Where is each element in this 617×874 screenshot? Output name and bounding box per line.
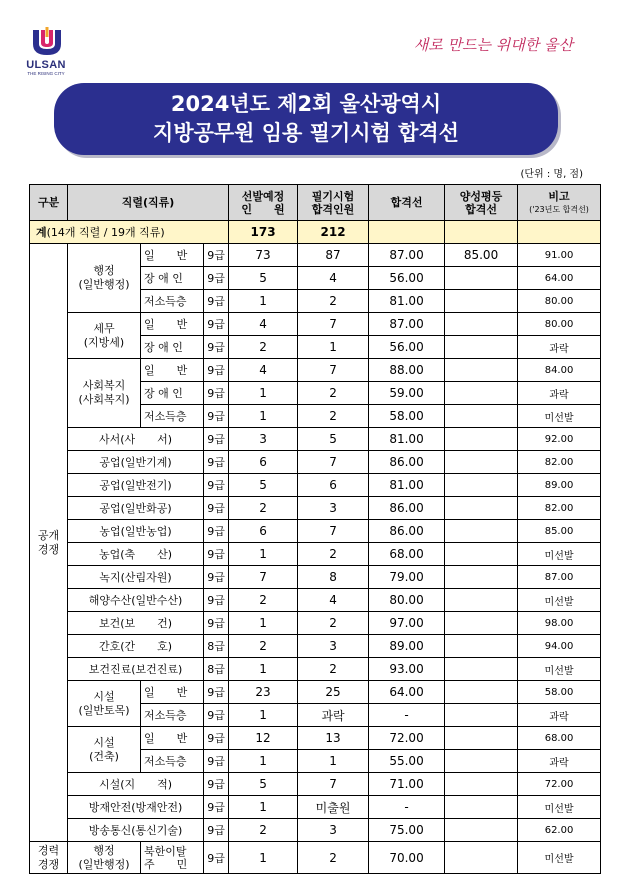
passed-cell: 7 bbox=[298, 359, 369, 382]
equal-cell bbox=[445, 382, 518, 405]
cutoff-cell: 56.00 bbox=[369, 267, 445, 290]
selected-cell: 1 bbox=[229, 658, 298, 681]
selected-cell: 6 bbox=[229, 520, 298, 543]
selected-cell: 5 bbox=[229, 773, 298, 796]
grade-cell: 8급 bbox=[204, 635, 229, 658]
selected-cell: 73 bbox=[229, 244, 298, 267]
job-name: 공업(일반기계) bbox=[68, 451, 204, 474]
grade-cell: 9급 bbox=[204, 497, 229, 520]
equal-cell bbox=[445, 704, 518, 727]
table-row bbox=[30, 428, 601, 451]
equal-cell bbox=[445, 773, 518, 796]
cutoff-cell: 64.00 bbox=[369, 681, 445, 704]
note-cell: 미선발 bbox=[518, 658, 601, 681]
job-subtype: 일 반 bbox=[141, 681, 204, 704]
total-note bbox=[518, 221, 601, 244]
job-subtype: 저소득층 bbox=[141, 750, 204, 773]
grade-cell: 9급 bbox=[204, 704, 229, 727]
grade-cell: 9급 bbox=[204, 405, 229, 428]
title-banner bbox=[54, 83, 558, 155]
grade-cell: 9급 bbox=[204, 267, 229, 290]
selected-cell: 2 bbox=[229, 336, 298, 359]
grade-cell: 9급 bbox=[204, 313, 229, 336]
selected-cell: 4 bbox=[229, 313, 298, 336]
grade-cell: 9급 bbox=[204, 428, 229, 451]
job-group: 행정 (일반행정) bbox=[68, 842, 141, 874]
job-name: 보건진료(보건진료) bbox=[68, 658, 204, 681]
note-cell: 80.00 bbox=[518, 313, 601, 336]
job-subtype: 일 반 bbox=[141, 359, 204, 382]
job-name: 방송통신(통신기술) bbox=[68, 819, 204, 842]
grade-cell: 9급 bbox=[204, 589, 229, 612]
job-subtype: 장 애 인 bbox=[141, 382, 204, 405]
passed-cell: 7 bbox=[298, 313, 369, 336]
passed-cell: 과락 bbox=[298, 704, 369, 727]
cutoff-cell: 79.00 bbox=[369, 566, 445, 589]
job-group: 행정 (일반행정) bbox=[68, 244, 141, 313]
selected-cell: 6 bbox=[229, 451, 298, 474]
equal-cell bbox=[445, 474, 518, 497]
table-row bbox=[30, 497, 601, 520]
table-row bbox=[30, 313, 601, 336]
cutoff-cell: - bbox=[369, 796, 445, 819]
grade-cell: 9급 bbox=[204, 543, 229, 566]
cutoff-cell: 70.00 bbox=[369, 842, 445, 874]
equal-cell bbox=[445, 497, 518, 520]
note-cell: 89.00 bbox=[518, 474, 601, 497]
equal-cell bbox=[445, 819, 518, 842]
cutoff-cell: 87.00 bbox=[369, 244, 445, 267]
table-row bbox=[30, 589, 601, 612]
note-cell: 58.00 bbox=[518, 681, 601, 704]
note-cell: 80.00 bbox=[518, 290, 601, 313]
header-note bbox=[518, 185, 601, 221]
job-subtype: 저소득층 bbox=[141, 290, 204, 313]
job-subtype: 일 반 bbox=[141, 727, 204, 750]
grade-cell: 9급 bbox=[204, 520, 229, 543]
ulsan-logo bbox=[22, 26, 74, 76]
grade-cell: 9급 bbox=[204, 819, 229, 842]
grade-cell: 9급 bbox=[204, 842, 229, 874]
total-cutoff bbox=[369, 221, 445, 244]
header-jobtype: 직렬(직류) bbox=[68, 185, 229, 221]
selected-cell: 1 bbox=[229, 405, 298, 428]
equal-cell bbox=[445, 589, 518, 612]
table-row bbox=[30, 359, 601, 382]
selected-cell: 1 bbox=[229, 382, 298, 405]
selected-cell: 1 bbox=[229, 704, 298, 727]
cutoff-cell: 86.00 bbox=[369, 451, 445, 474]
equal-cell bbox=[445, 543, 518, 566]
header-note-label: 비고 bbox=[548, 189, 570, 203]
total-label-bold: 계 bbox=[36, 226, 47, 239]
cutoff-cell: - bbox=[369, 704, 445, 727]
total-equal bbox=[445, 221, 518, 244]
job-subtype: 장 애 인 bbox=[141, 267, 204, 290]
header-passed: 필기시험 합격인원 bbox=[298, 185, 369, 221]
table-row bbox=[30, 681, 601, 704]
job-name: 농업(축 산) bbox=[68, 543, 204, 566]
note-cell: 92.00 bbox=[518, 428, 601, 451]
job-name: 시설(지 적) bbox=[68, 773, 204, 796]
category-open: 공개 경쟁 bbox=[30, 244, 68, 842]
results-table bbox=[29, 184, 601, 874]
cutoff-cell: 87.00 bbox=[369, 313, 445, 336]
cutoff-cell: 81.00 bbox=[369, 290, 445, 313]
category-career: 경력 경쟁 bbox=[30, 842, 68, 874]
note-cell: 62.00 bbox=[518, 819, 601, 842]
cutoff-cell: 68.00 bbox=[369, 543, 445, 566]
grade-cell: 9급 bbox=[204, 773, 229, 796]
equal-cell bbox=[445, 405, 518, 428]
equal-cell bbox=[445, 796, 518, 819]
table-row bbox=[30, 520, 601, 543]
passed-cell: 5 bbox=[298, 428, 369, 451]
total-selected: 173 bbox=[229, 221, 298, 244]
job-name: 보건(보 건) bbox=[68, 612, 204, 635]
note-cell: 85.00 bbox=[518, 520, 601, 543]
cutoff-cell: 56.00 bbox=[369, 336, 445, 359]
note-cell: 98.00 bbox=[518, 612, 601, 635]
table-row bbox=[30, 566, 601, 589]
note-cell: 미선발 bbox=[518, 543, 601, 566]
equal-cell bbox=[445, 267, 518, 290]
equal-cell bbox=[445, 359, 518, 382]
selected-cell: 1 bbox=[229, 842, 298, 874]
passed-cell: 2 bbox=[298, 543, 369, 566]
selected-cell: 7 bbox=[229, 566, 298, 589]
job-name: 녹지(산림자원) bbox=[68, 566, 204, 589]
selected-cell: 2 bbox=[229, 497, 298, 520]
header-cutoff: 합격선 bbox=[369, 185, 445, 221]
note-cell: 87.00 bbox=[518, 566, 601, 589]
job-group: 세무 (지방세) bbox=[68, 313, 141, 359]
passed-cell: 7 bbox=[298, 520, 369, 543]
passed-cell: 1 bbox=[298, 336, 369, 359]
grade-cell: 9급 bbox=[204, 727, 229, 750]
note-cell: 미선발 bbox=[518, 796, 601, 819]
selected-cell: 5 bbox=[229, 474, 298, 497]
selected-cell: 1 bbox=[229, 750, 298, 773]
equal-cell bbox=[445, 313, 518, 336]
job-subtype: 장 애 인 bbox=[141, 336, 204, 359]
note-cell: 68.00 bbox=[518, 727, 601, 750]
grade-cell: 9급 bbox=[204, 566, 229, 589]
passed-cell: 2 bbox=[298, 405, 369, 428]
passed-cell: 87 bbox=[298, 244, 369, 267]
table-row bbox=[30, 635, 601, 658]
table-row bbox=[30, 842, 601, 874]
job-name: 방재안전(방재안전) bbox=[68, 796, 204, 819]
table-row bbox=[30, 727, 601, 750]
selected-cell: 2 bbox=[229, 635, 298, 658]
job-group: 사회복지 (사회복지) bbox=[68, 359, 141, 428]
header-note-sub: ('23년도 합격선) bbox=[529, 204, 589, 214]
note-cell: 미선발 bbox=[518, 405, 601, 428]
table-row bbox=[30, 543, 601, 566]
table-row bbox=[30, 658, 601, 681]
job-group: 시설 (건축) bbox=[68, 727, 141, 773]
note-cell: 64.00 bbox=[518, 267, 601, 290]
note-cell: 과락 bbox=[518, 382, 601, 405]
table-row bbox=[30, 612, 601, 635]
selected-cell: 1 bbox=[229, 290, 298, 313]
selected-cell: 2 bbox=[229, 819, 298, 842]
total-label-rest: (14개 직렬 / 19개 직류) bbox=[46, 226, 165, 239]
selected-cell: 4 bbox=[229, 359, 298, 382]
equal-cell bbox=[445, 750, 518, 773]
job-name: 사서(사 서) bbox=[68, 428, 204, 451]
job-subtype: 저소득층 bbox=[141, 704, 204, 727]
grade-cell: 9급 bbox=[204, 681, 229, 704]
grade-cell: 8급 bbox=[204, 658, 229, 681]
selected-cell: 1 bbox=[229, 543, 298, 566]
selected-cell: 2 bbox=[229, 589, 298, 612]
logo-tagline: THE RISING CITY bbox=[27, 71, 65, 76]
equal-cell bbox=[445, 658, 518, 681]
passed-cell: 4 bbox=[298, 589, 369, 612]
equal-cell bbox=[445, 451, 518, 474]
cutoff-cell: 59.00 bbox=[369, 382, 445, 405]
equal-cell bbox=[445, 290, 518, 313]
note-cell: 과락 bbox=[518, 336, 601, 359]
table-row bbox=[30, 244, 601, 267]
passed-cell: 6 bbox=[298, 474, 369, 497]
table-row bbox=[30, 773, 601, 796]
passed-cell: 13 bbox=[298, 727, 369, 750]
equal-cell bbox=[445, 612, 518, 635]
table-row bbox=[30, 796, 601, 819]
passed-cell: 2 bbox=[298, 612, 369, 635]
cutoff-cell: 71.00 bbox=[369, 773, 445, 796]
equal-cell bbox=[445, 428, 518, 451]
selected-cell: 23 bbox=[229, 681, 298, 704]
passed-cell: 3 bbox=[298, 819, 369, 842]
passed-cell: 4 bbox=[298, 267, 369, 290]
grade-cell: 9급 bbox=[204, 451, 229, 474]
grade-cell: 9급 bbox=[204, 474, 229, 497]
equal-cell bbox=[445, 842, 518, 874]
cutoff-cell: 86.00 bbox=[369, 520, 445, 543]
note-cell: 과락 bbox=[518, 704, 601, 727]
slogan: 새로 만드는 위대한 울산 bbox=[413, 36, 573, 54]
header-selected: 선발예정 인 원 bbox=[229, 185, 298, 221]
title-line-2: 지방공무원 임용 필기시험 합격선 bbox=[153, 121, 459, 145]
cutoff-cell: 93.00 bbox=[369, 658, 445, 681]
total-passed: 212 bbox=[298, 221, 369, 244]
cutoff-cell: 75.00 bbox=[369, 819, 445, 842]
cutoff-cell: 80.00 bbox=[369, 589, 445, 612]
header-row bbox=[30, 185, 601, 221]
cutoff-cell: 97.00 bbox=[369, 612, 445, 635]
grade-cell: 9급 bbox=[204, 750, 229, 773]
passed-cell: 2 bbox=[298, 658, 369, 681]
total-row bbox=[30, 221, 601, 244]
table-row bbox=[30, 451, 601, 474]
table-row bbox=[30, 474, 601, 497]
logo-name: ULSAN bbox=[26, 59, 66, 71]
grade-cell: 9급 bbox=[204, 290, 229, 313]
selected-cell: 3 bbox=[229, 428, 298, 451]
note-cell: 72.00 bbox=[518, 773, 601, 796]
selected-cell: 1 bbox=[229, 612, 298, 635]
cutoff-cell: 81.00 bbox=[369, 474, 445, 497]
note-cell: 84.00 bbox=[518, 359, 601, 382]
cutoff-cell: 72.00 bbox=[369, 727, 445, 750]
grade-cell: 9급 bbox=[204, 612, 229, 635]
job-subtype: 북한이탈 주 민 bbox=[141, 842, 204, 874]
note-cell: 과락 bbox=[518, 750, 601, 773]
equal-cell bbox=[445, 681, 518, 704]
note-cell: 82.00 bbox=[518, 497, 601, 520]
job-name: 해양수산(일반수산) bbox=[68, 589, 204, 612]
cutoff-cell: 58.00 bbox=[369, 405, 445, 428]
passed-cell: 2 bbox=[298, 842, 369, 874]
selected-cell: 5 bbox=[229, 267, 298, 290]
equal-cell bbox=[445, 566, 518, 589]
table-row bbox=[30, 819, 601, 842]
selected-cell: 12 bbox=[229, 727, 298, 750]
header-category: 구분 bbox=[30, 185, 68, 221]
passed-cell: 7 bbox=[298, 451, 369, 474]
passed-cell: 미출원 bbox=[298, 796, 369, 819]
grade-cell: 9급 bbox=[204, 336, 229, 359]
job-name: 간호(간 호) bbox=[68, 635, 204, 658]
selected-cell: 1 bbox=[229, 796, 298, 819]
job-name: 공업(일반전기) bbox=[68, 474, 204, 497]
passed-cell: 7 bbox=[298, 773, 369, 796]
note-cell: 91.00 bbox=[518, 244, 601, 267]
equal-cell bbox=[445, 520, 518, 543]
job-group: 시설 (일반토목) bbox=[68, 681, 141, 727]
total-label bbox=[30, 221, 229, 244]
equal-cell bbox=[445, 635, 518, 658]
equal-cell: 85.00 bbox=[445, 244, 518, 267]
note-cell: 94.00 bbox=[518, 635, 601, 658]
note-cell: 82.00 bbox=[518, 451, 601, 474]
grade-cell: 9급 bbox=[204, 382, 229, 405]
passed-cell: 2 bbox=[298, 290, 369, 313]
title-line-1: 2024년도 제2회 울산광역시 bbox=[170, 92, 442, 116]
header-equal: 양성평등 합격선 bbox=[445, 185, 518, 221]
ulsan-logo-icon bbox=[30, 26, 64, 58]
cutoff-cell: 88.00 bbox=[369, 359, 445, 382]
cutoff-cell: 81.00 bbox=[369, 428, 445, 451]
passed-cell: 25 bbox=[298, 681, 369, 704]
passed-cell: 3 bbox=[298, 635, 369, 658]
equal-cell bbox=[445, 336, 518, 359]
passed-cell: 8 bbox=[298, 566, 369, 589]
cutoff-cell: 86.00 bbox=[369, 497, 445, 520]
unit-label: (단위 : 명, 점) bbox=[520, 169, 583, 180]
equal-cell bbox=[445, 727, 518, 750]
passed-cell: 1 bbox=[298, 750, 369, 773]
note-cell: 미선발 bbox=[518, 842, 601, 874]
grade-cell: 9급 bbox=[204, 359, 229, 382]
job-subtype: 일 반 bbox=[141, 313, 204, 336]
passed-cell: 2 bbox=[298, 382, 369, 405]
grade-cell: 9급 bbox=[204, 244, 229, 267]
grade-cell: 9급 bbox=[204, 796, 229, 819]
note-cell: 미선발 bbox=[518, 589, 601, 612]
cutoff-cell: 89.00 bbox=[369, 635, 445, 658]
cutoff-cell: 55.00 bbox=[369, 750, 445, 773]
job-name: 공업(일반화공) bbox=[68, 497, 204, 520]
job-subtype: 일 반 bbox=[141, 244, 204, 267]
passed-cell: 3 bbox=[298, 497, 369, 520]
job-name: 농업(일반농업) bbox=[68, 520, 204, 543]
job-subtype: 저소득층 bbox=[141, 405, 204, 428]
